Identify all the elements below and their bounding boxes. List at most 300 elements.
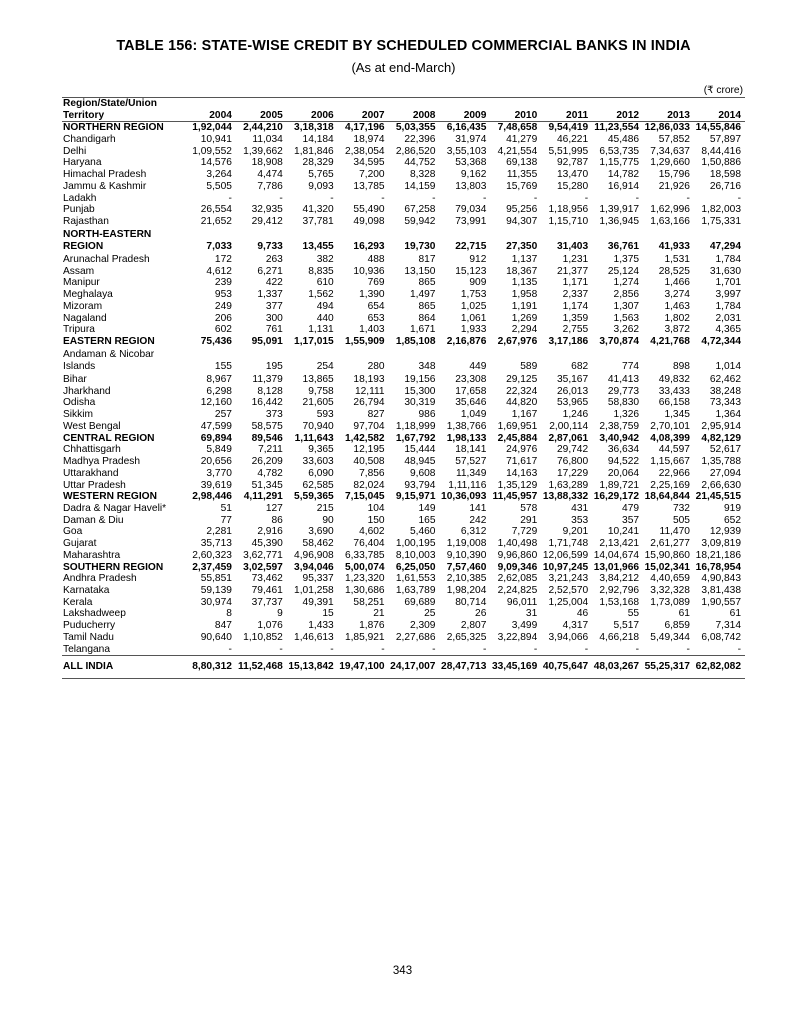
table-cell: 95,256 — [506, 204, 538, 216]
table-cell: 2,27,686 — [395, 631, 436, 643]
table-cell: 5,51,995 — [548, 145, 589, 157]
table-cell: 19,47,100 — [338, 656, 389, 679]
table-cell: 1,82,003 — [701, 204, 741, 216]
table-cell: 92,787 — [556, 157, 589, 169]
row-label: West Bengal — [63, 420, 121, 432]
table-row — [62, 289, 745, 301]
table-cell: 9,733 — [257, 240, 283, 252]
table-cell: 761 — [265, 324, 283, 336]
table-cell: 774 — [622, 360, 640, 372]
table-cell: 1,67,792 — [395, 432, 436, 444]
table-cell: 49,832 — [658, 374, 690, 386]
table-cell: 58,251 — [353, 596, 385, 608]
table-cell: 654 — [367, 300, 385, 312]
table-cell: 73,343 — [709, 397, 741, 409]
table-cell: 1,531 — [664, 254, 690, 266]
table-cell: 4,317 — [562, 620, 589, 632]
table-cell: 2,92,796 — [599, 584, 640, 596]
table-cell: 77 — [220, 514, 232, 526]
table-cell: - — [584, 643, 589, 655]
table-cell: 36,761 — [607, 240, 640, 252]
table-cell: 2,66,630 — [701, 479, 741, 491]
table-cell: 3,55,103 — [446, 145, 487, 157]
table-cell: 488 — [367, 254, 385, 266]
table-cell: 593 — [316, 409, 334, 421]
table-cell: 15,300 — [404, 385, 436, 397]
table-cell: 1,135 — [511, 277, 538, 289]
table-cell: 48,03,267 — [592, 656, 643, 679]
table-cell: 5,505 — [206, 180, 232, 192]
table-cell: 47,294 — [709, 240, 741, 252]
table-row — [62, 480, 745, 492]
table-cell: 1,10,852 — [243, 631, 283, 643]
row-label: Delhi — [63, 145, 87, 157]
row-label: Mizoram — [63, 300, 103, 312]
table-cell: 817 — [418, 254, 436, 266]
table-row — [62, 503, 745, 515]
table-cell: 62,462 — [709, 374, 741, 386]
table-row — [62, 348, 745, 374]
table-cell: 86 — [271, 514, 283, 526]
table-row — [62, 228, 745, 254]
table-cell: 8 — [226, 608, 232, 620]
table-cell: 13,865 — [302, 374, 334, 386]
column-header-year: 2007 — [338, 97, 389, 121]
table-cell: 1,36,945 — [599, 216, 640, 228]
table-cell: 1,85,108 — [395, 336, 436, 348]
table-cell: 1,171 — [562, 277, 589, 289]
table-cell: 1,30,686 — [344, 584, 385, 596]
table-cell: 3,997 — [715, 289, 741, 301]
table-cell: 14,159 — [404, 180, 436, 192]
table-cell: 5,765 — [308, 169, 334, 181]
table-cell: 9 — [277, 608, 283, 620]
table-cell: - — [482, 192, 487, 204]
row-label: Sikkim — [63, 409, 93, 421]
table-cell: 9,093 — [308, 180, 334, 192]
table-cell: 2,60,323 — [192, 549, 232, 561]
table-cell: 95,091 — [251, 336, 283, 348]
row-label: NORTHERN REGION — [63, 122, 164, 134]
table-cell: 1,345 — [664, 409, 690, 421]
table-cell: 8,967 — [206, 374, 232, 386]
table-cell: 26,554 — [200, 204, 232, 216]
table-row — [62, 301, 745, 313]
table-cell: 33,45,169 — [490, 656, 541, 679]
table-cell: 1,15,710 — [548, 216, 589, 228]
table-row — [62, 204, 745, 216]
table-cell: 479 — [622, 502, 640, 514]
table-cell: 23,308 — [455, 374, 487, 386]
table-cell: 12,86,033 — [644, 122, 690, 134]
table-cell: 1,18,956 — [548, 204, 589, 216]
table-cell: 25,124 — [607, 265, 640, 277]
table-cell: 57,527 — [455, 456, 487, 468]
table-cell: 46,221 — [556, 134, 589, 146]
table-cell: 2,87,061 — [548, 432, 589, 444]
table-row — [62, 515, 745, 527]
table-cell: 1,98,133 — [446, 432, 487, 444]
table-cell: 357 — [622, 514, 640, 526]
table-cell: 75,436 — [200, 336, 232, 348]
table-cell: 13,470 — [556, 169, 589, 181]
table-cell: 1,802 — [664, 312, 690, 324]
table-cell: 8,10,003 — [395, 549, 436, 561]
table-cell: 12,195 — [353, 444, 385, 456]
table-cell: 11,379 — [252, 374, 283, 386]
table-cell: 31,630 — [709, 265, 741, 277]
table-cell: 4,11,291 — [243, 491, 283, 503]
table-cell: - — [533, 192, 538, 204]
table-row — [62, 146, 745, 158]
table-cell: 3,21,243 — [548, 573, 589, 585]
table-cell: 29,412 — [251, 216, 283, 228]
table-row — [62, 409, 745, 421]
table-cell: 2,916 — [257, 526, 283, 538]
table-cell: 2,38,759 — [599, 420, 640, 432]
table-cell: 422 — [265, 277, 283, 289]
table-cell: 24,17,007 — [389, 656, 440, 679]
table-cell: 1,38,766 — [446, 420, 487, 432]
table-cell: 26 — [475, 608, 487, 620]
table-cell: - — [686, 192, 690, 204]
table-cell: 59,942 — [404, 216, 436, 228]
table-cell: 1,71,748 — [548, 538, 589, 550]
table-cell: 1,19,008 — [446, 538, 487, 550]
table-cell: 10,941 — [200, 134, 232, 146]
table-cell: 32,935 — [251, 204, 283, 216]
table-cell: 2,61,277 — [650, 538, 690, 550]
table-cell: 165 — [418, 514, 436, 526]
column-header-region-line2: Territory — [63, 109, 105, 121]
table-cell: 11,470 — [659, 526, 690, 538]
table-row — [62, 313, 745, 325]
table-cell: 1,274 — [613, 277, 640, 289]
table-cell: 49,391 — [302, 596, 334, 608]
row-label: Uttarakhand — [63, 467, 119, 479]
table-cell: 8,835 — [308, 265, 334, 277]
table-cell: 3,499 — [511, 620, 538, 632]
table-cell: 1,35,129 — [497, 479, 538, 491]
table-cell: 1,15,775 — [599, 157, 640, 169]
table-cell: 6,33,785 — [344, 549, 385, 561]
table-row — [62, 491, 745, 503]
table-cell: 172 — [214, 254, 232, 266]
table-cell: 239 — [214, 277, 232, 289]
table-cell: 17,229 — [556, 467, 589, 479]
table-cell: 53,965 — [556, 397, 589, 409]
table-cell: 30,319 — [404, 397, 436, 409]
table-cell: 1,69,951 — [497, 420, 538, 432]
table-cell: 7,729 — [511, 526, 538, 538]
table-cell: 5,00,074 — [344, 561, 385, 573]
table-cell: 3,02,597 — [243, 561, 283, 573]
table-cell: 1,92,044 — [192, 122, 232, 134]
table-cell: 8,328 — [409, 169, 436, 181]
table-cell: 291 — [520, 514, 538, 526]
table-cell: 79,034 — [455, 204, 487, 216]
table-cell: 149 — [418, 502, 436, 514]
table-row — [62, 157, 745, 169]
column-header-year: 2010 — [490, 97, 541, 121]
table-cell: 7,57,460 — [446, 561, 487, 573]
table-cell: 919 — [724, 502, 741, 514]
table-cell: 1,63,166 — [650, 216, 690, 228]
table-cell: 1,29,660 — [650, 157, 690, 169]
table-cell: 62,82,082 — [694, 656, 745, 679]
table-cell: 3,09,819 — [701, 538, 741, 550]
credit-by-state-table — [62, 97, 745, 679]
page-number: 343 — [392, 965, 413, 977]
table-cell: 3,22,894 — [497, 631, 538, 643]
table-cell: 1,958 — [511, 289, 538, 301]
table-cell: 44,820 — [506, 397, 538, 409]
table-cell: 33,433 — [658, 385, 690, 397]
table-cell: 1,359 — [562, 312, 589, 324]
table-cell: 44,752 — [404, 157, 436, 169]
table-cell: 20,656 — [200, 456, 232, 468]
row-label: Uttar Pradesh — [63, 479, 126, 491]
table-cell: 79,461 — [251, 584, 283, 596]
table-cell: 6,859 — [664, 620, 690, 632]
table-cell: 36,634 — [607, 444, 640, 456]
row-label-line2: Islands — [63, 360, 96, 372]
table-row — [62, 169, 745, 181]
column-header-year: 2005 — [236, 97, 287, 121]
table-cell: 41,320 — [302, 204, 334, 216]
table-cell: 7,200 — [359, 169, 385, 181]
table-row — [62, 433, 745, 445]
table-cell: 377 — [265, 300, 283, 312]
table-cell: 21,45,515 — [695, 491, 741, 503]
page-subtitle: (As at end-March) — [351, 60, 456, 76]
row-label: Maharashtra — [63, 549, 121, 561]
table-cell: 10,241 — [607, 526, 640, 538]
table-cell: 4,474 — [257, 169, 283, 181]
table-cell: 69,689 — [404, 596, 436, 608]
table-cell: 11,45,957 — [492, 491, 538, 503]
table-cell: 59,139 — [200, 584, 232, 596]
table-cell: 1,00,195 — [395, 538, 436, 550]
table-cell: - — [381, 643, 385, 655]
table-cell: 3,70,874 — [599, 336, 640, 348]
table-cell: 55 — [627, 608, 640, 620]
row-label — [62, 348, 185, 374]
column-header-region — [62, 97, 185, 121]
table-cell: 57,897 — [709, 134, 741, 146]
table-cell: 3,62,771 — [243, 549, 283, 561]
table-cell: 6,16,435 — [446, 122, 487, 134]
table-cell: 1,375 — [613, 254, 640, 266]
table-cell: 38,248 — [709, 385, 741, 397]
table-cell: 1,231 — [562, 254, 589, 266]
table-cell: 13,01,966 — [593, 561, 640, 573]
table-row — [62, 644, 745, 656]
table-cell: 7,211 — [258, 444, 283, 456]
row-label: EASTERN REGION — [63, 336, 155, 348]
table-row — [62, 374, 745, 386]
table-cell: 254 — [316, 360, 334, 372]
table-cell: 1,049 — [460, 409, 487, 421]
table-cell: 300 — [265, 312, 283, 324]
table-cell: 3,262 — [613, 324, 640, 336]
table-cell: 21,926 — [658, 180, 690, 192]
table-cell: 89,546 — [251, 432, 283, 444]
table-cell: 55,25,317 — [643, 656, 694, 679]
table-row — [62, 254, 745, 266]
table-cell: 1,39,917 — [599, 204, 640, 216]
table-cell: 10,36,093 — [441, 491, 487, 503]
table-cell: 732 — [672, 502, 690, 514]
table-cell: 9,365 — [308, 444, 334, 456]
table-cell: 1,73,089 — [650, 596, 690, 608]
table-cell: - — [635, 643, 640, 655]
table-cell: 2,10,385 — [446, 573, 487, 585]
table-cell: 29,125 — [506, 374, 538, 386]
table-cell: 1,933 — [460, 324, 487, 336]
table-cell: 382 — [316, 254, 334, 266]
table-cell: 22,324 — [506, 385, 538, 397]
table-cell: 1,784 — [715, 300, 741, 312]
table-cell: 2,807 — [460, 620, 487, 632]
table-cell: 1,89,721 — [599, 479, 640, 491]
table-cell: 3,32,328 — [650, 584, 690, 596]
table-cell: 1,50,886 — [701, 157, 741, 169]
column-header-year: 2004 — [185, 97, 236, 121]
table-cell: 912 — [469, 254, 487, 266]
column-header-year: 2008 — [389, 97, 440, 121]
table-cell: 1,337 — [257, 289, 283, 301]
table-cell: 8,44,416 — [701, 145, 741, 157]
table-cell: 35,646 — [455, 397, 487, 409]
table-cell: 1,876 — [359, 620, 385, 632]
table-cell: - — [533, 643, 538, 655]
table-row — [62, 597, 745, 609]
table-cell: 15,02,341 — [644, 561, 690, 573]
table-cell: 578 — [520, 502, 538, 514]
table-cell: 12,06,599 — [542, 549, 589, 561]
table-cell: 6,271 — [257, 265, 283, 277]
row-label: Meghalaya — [63, 289, 113, 301]
table-cell: 3,81,438 — [701, 584, 741, 596]
table-cell: 2,98,446 — [192, 491, 232, 503]
table-row — [62, 134, 745, 146]
table-cell: 41,413 — [607, 374, 640, 386]
table-cell: 2,67,976 — [497, 336, 538, 348]
table-cell: 5,849 — [206, 444, 232, 456]
table-cell: 3,94,046 — [294, 561, 334, 573]
table-cell: 5,59,365 — [294, 491, 334, 503]
table-cell: 14,576 — [200, 157, 232, 169]
table-cell: 13,455 — [302, 240, 334, 252]
table-cell: 1,39,662 — [243, 145, 283, 157]
table-row — [62, 122, 745, 134]
table-cell: 13,88,332 — [542, 491, 589, 503]
table-cell: 18,908 — [251, 157, 283, 169]
table-cell: - — [635, 192, 640, 204]
table-cell: 10,97,245 — [542, 561, 589, 573]
table-cell: 90,640 — [200, 631, 232, 643]
table-cell: 16,914 — [607, 180, 640, 192]
table-cell: 76,800 — [556, 456, 589, 468]
table-cell: 31,403 — [556, 240, 589, 252]
table-cell: 4,40,659 — [650, 573, 690, 585]
table-cell: 1,09,552 — [192, 145, 232, 157]
table-cell: 1,167 — [511, 409, 538, 421]
row-label: Lakshadweep — [63, 608, 126, 620]
table-cell: 2,309 — [409, 620, 436, 632]
table-cell: 4,90,843 — [701, 573, 741, 585]
table-cell: 55,851 — [200, 573, 232, 585]
table-cell: 76,404 — [353, 538, 385, 550]
table-cell: 3,872 — [664, 324, 690, 336]
row-label-line1: NORTH-EASTERN — [63, 229, 152, 241]
table-cell: 24,976 — [506, 444, 538, 456]
table-body — [62, 122, 745, 679]
table-cell: 20,064 — [607, 467, 640, 479]
table-cell: 1,42,582 — [344, 432, 385, 444]
table-cell: 17,658 — [455, 385, 487, 397]
table-cell: 1,307 — [613, 300, 640, 312]
table-cell: 682 — [571, 360, 589, 372]
table-cell: - — [330, 192, 334, 204]
table-cell: 9,96,860 — [497, 549, 538, 561]
table-row — [62, 386, 745, 398]
table-row — [62, 550, 745, 562]
table-cell: - — [737, 643, 741, 655]
table-cell: 257 — [214, 409, 232, 421]
table-cell: 18,598 — [709, 169, 741, 181]
table-cell: 53,368 — [455, 157, 487, 169]
table-cell: 1,563 — [613, 312, 640, 324]
table-cell: 27,094 — [709, 467, 741, 479]
table-cell: 986 — [418, 409, 436, 421]
table-cell: 26,013 — [556, 385, 589, 397]
table-row — [62, 468, 745, 480]
table-cell: 2,70,101 — [650, 420, 690, 432]
table-cell: 13,785 — [353, 180, 385, 192]
table-cell: 2,44,210 — [243, 122, 283, 134]
table-cell: 3,770 — [206, 467, 232, 479]
table-cell: 1,18,999 — [395, 420, 436, 432]
table-cell: 16,78,954 — [695, 561, 741, 573]
table-cell: 1,53,168 — [599, 596, 640, 608]
table-cell: 1,46,613 — [294, 631, 334, 643]
table-cell: 610 — [316, 277, 334, 289]
table-cell: 25 — [424, 608, 436, 620]
table-cell: - — [432, 192, 436, 204]
row-label-line2: REGION — [63, 240, 104, 252]
table-cell: 3,94,066 — [548, 631, 589, 643]
table-cell: 51,345 — [251, 479, 283, 491]
table-cell: 1,63,289 — [548, 479, 589, 491]
row-label: Chhattisgarh — [63, 444, 121, 456]
table-cell: 1,131 — [308, 324, 334, 336]
table-cell: 3,264 — [206, 169, 232, 181]
table-cell: 1,562 — [308, 289, 334, 301]
table-cell: 1,35,788 — [701, 456, 741, 468]
row-label: SOUTHERN REGION — [63, 561, 164, 573]
table-cell: 67,258 — [404, 204, 436, 216]
table-cell: 31 — [525, 608, 538, 620]
table-cell: 1,246 — [562, 409, 589, 421]
table-cell: 11,52,468 — [236, 656, 287, 679]
table-cell: 61 — [729, 608, 741, 620]
row-label: Andhra Pradesh — [63, 573, 137, 585]
table-cell: - — [279, 643, 283, 655]
table-row — [62, 397, 745, 409]
table-row — [62, 421, 745, 433]
